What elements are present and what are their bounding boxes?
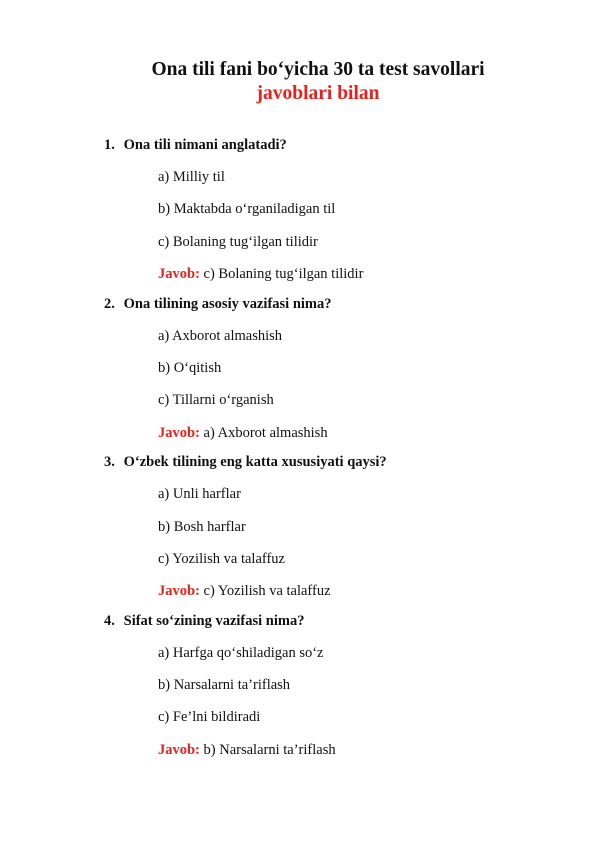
title-block bbox=[0, 58, 596, 106]
option-b: b) Maktabda o‘rganiladigan til bbox=[158, 201, 336, 218]
answer-text: c) Bolaning tug‘ilgan tilidir bbox=[203, 266, 364, 283]
question-number: 2. bbox=[104, 295, 115, 312]
question-text: O‘zbek tilining eng katta xususiyati qaysi? bbox=[123, 454, 387, 471]
answer-line bbox=[104, 258, 564, 290]
option-list bbox=[104, 320, 564, 450]
document-title: Ona tili fani bo‘yicha 30 ta test savollari bbox=[151, 59, 485, 80]
question-heading bbox=[104, 132, 564, 158]
answer-label: Javob: bbox=[158, 424, 200, 441]
answer-line bbox=[104, 575, 564, 607]
question-number: 3. bbox=[104, 454, 115, 471]
option-a: a) Milliy til bbox=[158, 169, 225, 185]
option-b: b) Narsalarni ta’riflash bbox=[158, 677, 291, 694]
answer-label: Javob: bbox=[158, 266, 200, 283]
document-subtitle: javoblari bilan bbox=[256, 83, 380, 104]
question-list bbox=[104, 132, 564, 766]
answer-line bbox=[104, 734, 564, 766]
option-c: c) Tillarni o‘rganish bbox=[158, 392, 274, 409]
option-c: c) Fe’lni bildiradi bbox=[158, 709, 261, 726]
answer-label: Javob: bbox=[158, 583, 200, 600]
question-item bbox=[104, 449, 564, 608]
option-b: b) Bosh harflar bbox=[158, 518, 246, 535]
option-b: b) O‘qitish bbox=[158, 359, 222, 376]
option-a: a) Harfga qo‘shiladigan so‘z bbox=[158, 644, 324, 661]
question-number: 1. bbox=[104, 137, 115, 153]
answer-text: a) Axborot almashish bbox=[203, 424, 328, 441]
question-heading bbox=[104, 608, 564, 634]
option-c: c) Bolaning tug‘ilgan tilidir bbox=[158, 233, 318, 250]
question-text: Ona tilining asosiy vazifasi nima? bbox=[123, 295, 332, 312]
answer-text: b) Narsalarni ta’riflash bbox=[203, 741, 336, 758]
option-list bbox=[104, 637, 564, 767]
question-text: Sifat so‘zining vazifasi nima? bbox=[123, 612, 305, 629]
option-a: a) Axborot almashish bbox=[158, 327, 283, 344]
question-item bbox=[104, 608, 564, 767]
question-heading bbox=[104, 449, 564, 475]
question-text: Ona tili nimani anglatadi? bbox=[123, 137, 287, 153]
question-number: 4. bbox=[104, 612, 115, 629]
question-item bbox=[104, 291, 564, 450]
answer-label: Javob: bbox=[158, 741, 200, 758]
answer-line bbox=[104, 417, 564, 449]
option-a: a) Unli harflar bbox=[158, 486, 241, 503]
question-item bbox=[104, 132, 564, 291]
answer-text: c) Yozilish va talaffuz bbox=[203, 583, 331, 600]
question-heading bbox=[104, 291, 564, 317]
option-c: c) Yozilish va talaffuz bbox=[158, 550, 285, 567]
option-list bbox=[104, 161, 564, 291]
option-list bbox=[104, 478, 564, 608]
